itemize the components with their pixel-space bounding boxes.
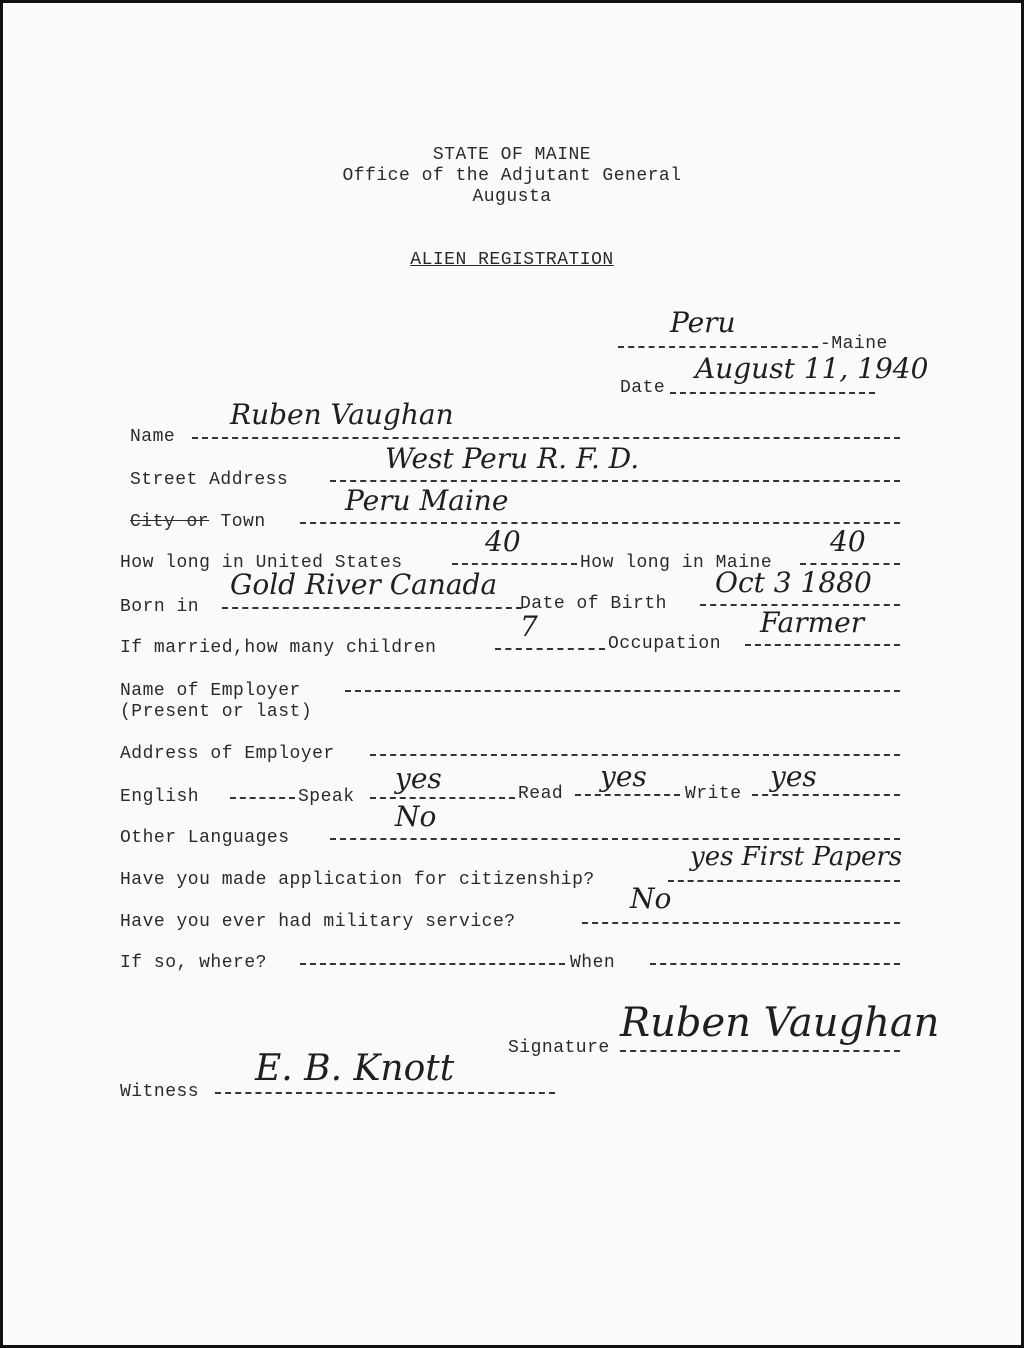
write-label: Write	[685, 784, 742, 804]
speak-value: yes	[395, 762, 442, 795]
employer-line	[345, 690, 900, 692]
speak-label: Speak	[298, 787, 355, 807]
header-office: Office of the Adjutant General	[342, 166, 682, 186]
citizenship-line	[668, 880, 900, 882]
form-title: ALIEN REGISTRATION	[410, 250, 614, 270]
born-in-label: Born in	[120, 597, 200, 617]
children-label: If married,how many children	[120, 638, 437, 658]
street-line	[330, 480, 900, 482]
date-value: August 11, 1940	[695, 352, 929, 385]
town-top-value: Peru	[670, 306, 736, 339]
speak-line	[370, 797, 515, 799]
how-long-maine-value: 40	[830, 525, 866, 558]
born-in-line	[222, 607, 522, 609]
signature-line	[620, 1050, 900, 1052]
city-town-value: Peru Maine	[345, 484, 509, 517]
employer-sublabel: (Present or last)	[120, 702, 313, 722]
town-top-line	[618, 346, 818, 348]
citizenship-label: Have you made application for citizenship?	[120, 870, 595, 890]
city-town-line	[300, 522, 900, 524]
children-value: 7	[520, 610, 538, 643]
military-value: No	[630, 882, 672, 915]
military-line	[582, 922, 900, 924]
date-line	[670, 392, 875, 394]
how-long-us-line	[452, 563, 577, 565]
street-value: West Peru R. F. D.	[385, 442, 640, 475]
other-languages-label: Other Languages	[120, 828, 290, 848]
english-line	[230, 797, 295, 799]
other-languages-value: No	[395, 800, 437, 833]
how-long-us-value: 40	[485, 525, 521, 558]
write-value: yes	[770, 760, 817, 793]
employer-address-line	[370, 754, 900, 756]
signature-label: Signature	[508, 1038, 610, 1058]
witness-value: E. B. Knott	[255, 1048, 455, 1089]
employer-label: Name of Employer	[120, 681, 301, 701]
witness-line	[215, 1092, 555, 1094]
dob-label: Date of Birth	[520, 594, 667, 614]
header-state: STATE OF MAINE	[432, 145, 592, 165]
how-long-maine-line	[800, 563, 900, 565]
occupation-label: Occupation	[608, 634, 722, 654]
employer-address-label: Address of Employer	[120, 744, 335, 764]
how-long-us-label: How long in United States	[120, 553, 403, 573]
other-languages-line	[330, 838, 900, 840]
date-label: Date	[620, 378, 666, 398]
english-label: English	[120, 787, 200, 807]
where-label: If so, where?	[120, 953, 267, 973]
military-label: Have you ever had military service?	[120, 912, 516, 932]
signature-value: Ruben Vaughan	[620, 1000, 940, 1046]
read-label: Read	[518, 784, 564, 804]
children-line	[495, 648, 605, 650]
name-line	[192, 437, 900, 439]
city-town-label: City or Town	[130, 512, 266, 532]
where-line	[300, 963, 565, 965]
read-line	[575, 794, 680, 796]
write-line	[752, 794, 900, 796]
name-value: Ruben Vaughan	[230, 398, 454, 431]
read-value: yes	[600, 760, 647, 793]
town-top-suffix: -Maine	[820, 334, 888, 354]
occupation-line	[745, 644, 900, 646]
citizenship-value: yes First Papers	[690, 842, 903, 872]
street-label: Street Address	[130, 470, 289, 490]
born-in-value: Gold River Canada	[230, 568, 498, 601]
how-long-maine-label: How long in Maine	[580, 553, 773, 573]
header-city: Augusta	[472, 187, 552, 207]
dob-value: Oct 3 1880	[715, 566, 872, 599]
name-label: Name	[130, 427, 176, 447]
when-label: When	[570, 953, 616, 973]
occupation-value: Farmer	[760, 606, 865, 639]
witness-label: Witness	[120, 1082, 200, 1102]
when-line	[650, 963, 900, 965]
